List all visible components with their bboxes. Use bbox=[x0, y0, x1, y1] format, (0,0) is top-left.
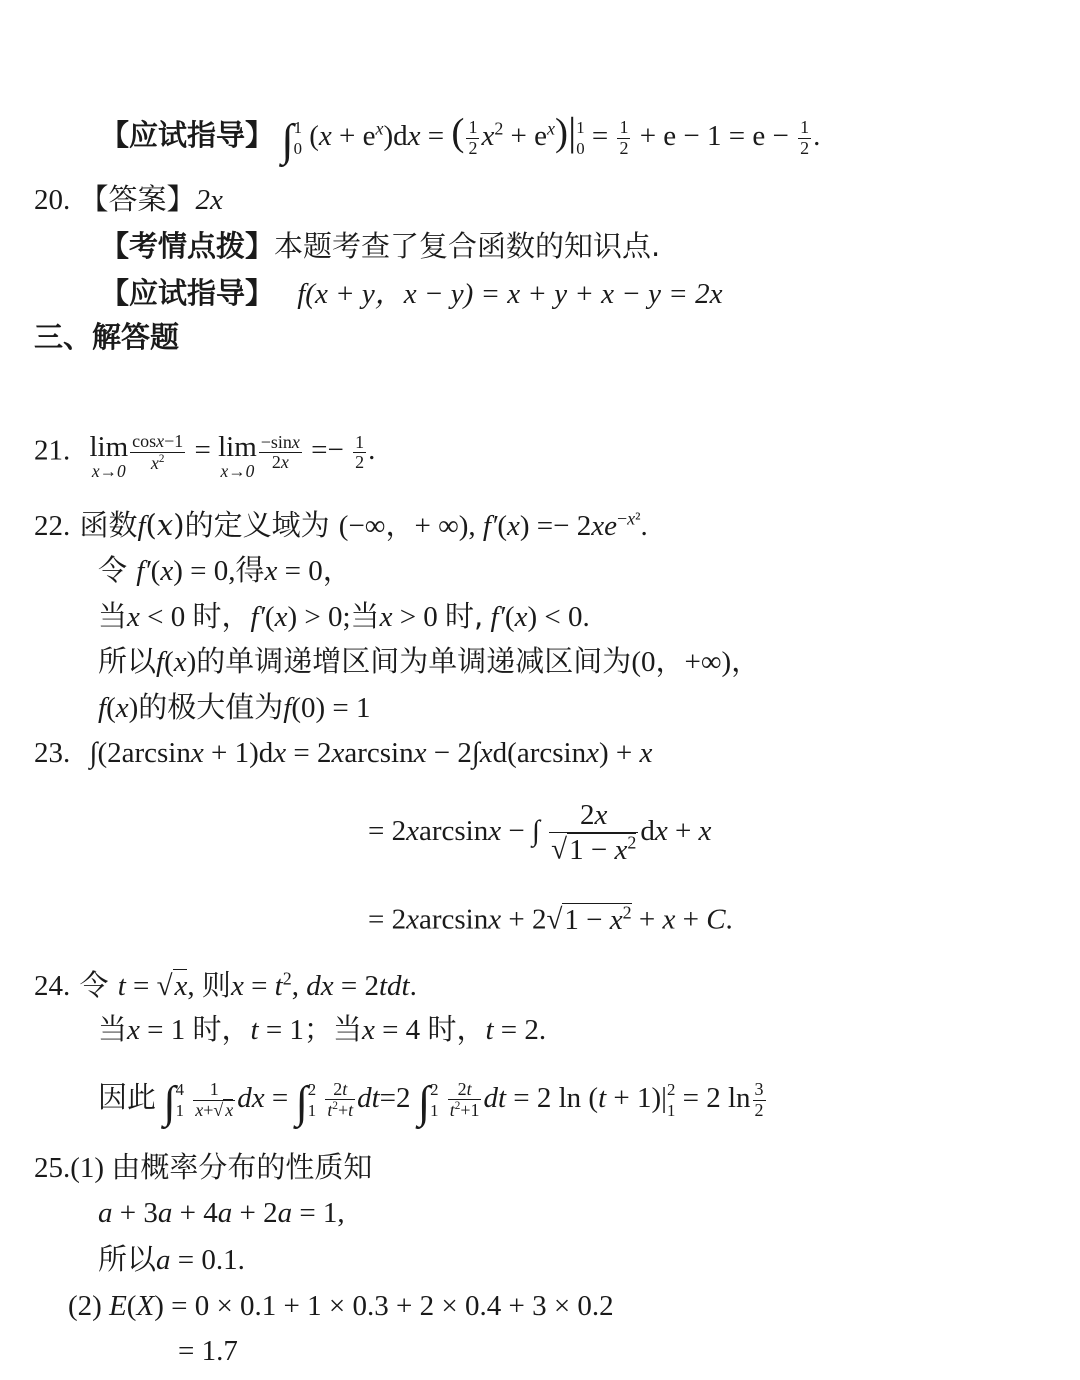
q20-answer-line bbox=[34, 182, 223, 218]
guide-formula: ∫ 1 0 $(x + e^x)dx$ = ( $\frac{1}{2}$ $x^2 + e^x)|$ 1 0 = $\frac{1}{2}$ + e − 1 = e − $\frac{1}{2}$ . bbox=[281, 109, 821, 165]
q21-line bbox=[34, 432, 375, 481]
q23-line2: = 2xarcsinx − ∫ $\frac{2x}{√1 - x^2}$ dx + x bbox=[368, 799, 712, 866]
q21-number: 21. bbox=[34, 434, 71, 467]
q20-guide-label: 【应试指导】 bbox=[100, 276, 275, 310]
q23-line1 bbox=[34, 736, 652, 771]
q24-number: 24. bbox=[34, 970, 71, 1002]
q25-line2: a + 3a + 4a + 2a = 1, bbox=[98, 1197, 345, 1229]
prev-guide-line bbox=[100, 108, 820, 168]
q20-guide-text: f(x + y，x − y) = x + y + x − y = 2x bbox=[297, 278, 723, 310]
q21-formula: lim x→0 $\frac{\cos x-1}{x^2}$ = lim x→0 $\frac{-\sin x}{2x}$ =− $\frac{1}{2}$ . bbox=[89, 431, 376, 482]
q24-line3: 因此 ∫ 4 1 $\frac{1}{x+√ x}$ dx = ∫ 2 1 $\frac{2t}{t^2+t}$ dt=2 ∫ 2 1 $\frac{2t}{t^2+1}$ dt = 2 ln (t + 1)| 2 1 = 2 ln $\frac{3}{2}$ bbox=[98, 1077, 764, 1127]
q20-answer-label: 【答案】 bbox=[79, 182, 196, 216]
q22-line5: f(x)的极大值为f(0) = 1 bbox=[98, 690, 371, 724]
q23-line1-text: ∫(2arcsinx + 1)dx = 2xarcsinx − 2∫xd(arcsinx) + x bbox=[89, 737, 653, 769]
q20-point-line bbox=[100, 229, 660, 264]
q25-line4: (2) E(X) = 0 × 0.1 + 1 × 0.3 + 2 × 0.4 + 3 × 0.2 bbox=[68, 1290, 614, 1322]
q22-line1-text: 函数f(x)的定义域为 (−∞，+ ∞), $f'(x) =- 2xe^{-x^2}$. bbox=[79, 508, 648, 542]
q25-line1: 25.(1) 由概率分布的性质知 bbox=[34, 1150, 373, 1184]
q25-number: 25. bbox=[34, 1152, 71, 1184]
q25-line3: 所以a = 0.1. bbox=[98, 1242, 245, 1276]
q20-point-text: 本题考查了复合函数的知识点. bbox=[274, 229, 661, 263]
q22-line3: 当x < 0 时，f′(x) > 0;当x > 0 时, f′(x) < 0. bbox=[98, 599, 590, 633]
q22-line1 bbox=[34, 508, 648, 544]
q24-line2: 当x = 1 时，t = 1；当x = 4 时，t = 2. bbox=[98, 1012, 547, 1046]
q20-guide-line bbox=[100, 276, 722, 312]
q20-point-label: 【考情点拨】 bbox=[100, 229, 275, 263]
q23-number: 23. bbox=[34, 737, 71, 769]
q20-number: 20. bbox=[34, 184, 71, 216]
q24-line1: 24. 令 t = √x, 则$x = t^2$, dx = 2tdt. bbox=[34, 968, 417, 1002]
section-3-title: 三、解答题 bbox=[34, 320, 180, 354]
q22-line4: 所以f(x)的单调递增区间为单调递减区间为(0，+∞)， bbox=[98, 644, 761, 678]
guide-label: 【应试指导】 bbox=[100, 118, 275, 152]
q23-line3: = $2xarcsinx + 2√1 - x^2 + x + C$. bbox=[368, 902, 733, 936]
q22-number: 22. bbox=[34, 510, 71, 542]
q20-answer: 2x bbox=[195, 184, 223, 216]
q25-line5: = 1.7 bbox=[178, 1335, 238, 1367]
q22-line2: 令 f′(x) = 0,得x = 0， bbox=[98, 553, 352, 587]
